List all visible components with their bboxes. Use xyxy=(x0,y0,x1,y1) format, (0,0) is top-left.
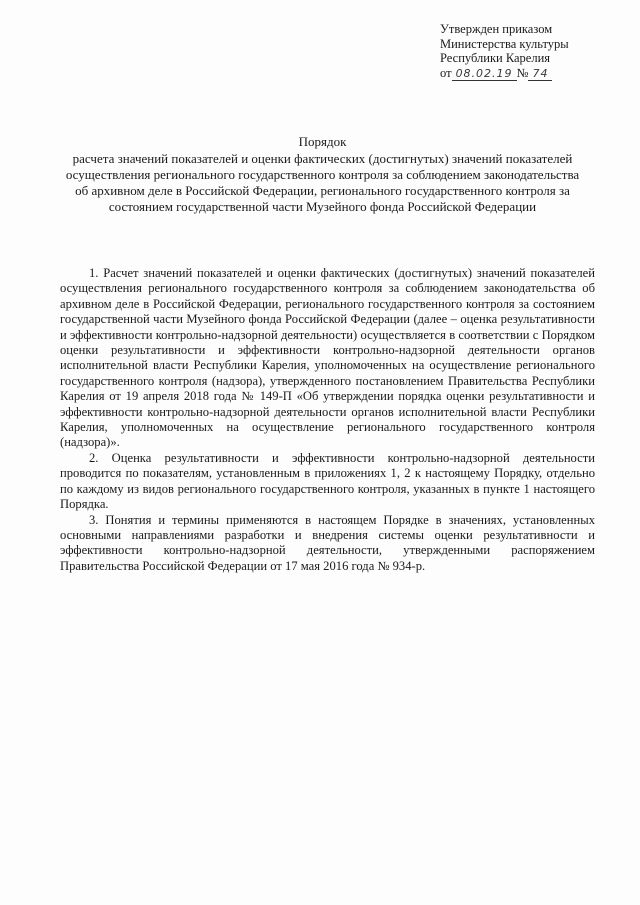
approval-date-prefix: от xyxy=(440,65,452,80)
document-body xyxy=(60,266,595,574)
title-subtitle: расчета значений показателей и оценки фактических (достигнутых) значений показателей осуществления регионального государственного контроля за соблюдением законодательства об архивном деле в Российской Федерации, регионального государственного контроля за состоянием государственной части Музейного фонда Российской Федерации xyxy=(65,151,580,214)
document-title xyxy=(60,134,585,215)
handwritten-date: 08.02.19 xyxy=(452,67,517,81)
approval-number-label: № xyxy=(516,65,529,80)
paragraph-1: 1. Расчет значений показателей и оценки фактических (достигнутых) значений показателей осуществления регионального государственного контроля за соблюдением законодательства об архивном деле в Российской Федерации, регионального государственного контроля за состоянием государственной части Музейного фонда Российской Федерации (далее – оценка результативности и эффективности контрольно-надзорной деятельности) осуществляется в соответствии с Порядком оценки результативности и эффективности контрольно-надзорной деятельности органов исполнительной власти Республики Карелия, уполномоченных на осуществление регионального государственного контроля (надзора), утвержденного постановлением Правительства Республики Карелия от 19 апреля 2018 года № 149-П «Об утверждении порядка оценки результативности и эффективности контрольно-надзорной деятельности органов исполнительной власти Республики Карелия, уполномоченных на осуществление регионального государственного контроля (надзора)». xyxy=(60,266,595,450)
approval-stamp xyxy=(440,22,630,81)
title-heading: Порядок xyxy=(298,134,347,149)
approval-line-3: Республики Карелия xyxy=(440,51,551,65)
approval-date-line xyxy=(440,66,630,82)
approval-line-1: Утвержден приказом xyxy=(440,22,553,36)
approval-line-2: Министерства культуры xyxy=(440,36,569,51)
paragraph-3: 3. Понятия и термины применяются в настоящем Порядке в значениях, установленных основными направлениями разработки и внедрения системы оценки результативности и эффективности контрольно-надзорной деятельности, утвержденными распоряжением Правительства Российской Федерации от 17 мая 2016 года № 934-р. xyxy=(60,512,595,573)
paragraph-2: 2. Оценка результативности и эффективности контрольно-надзорной деятельности проводится по показателям, установленным в приложениях 1, 2 к настоящему Порядку, отдельно по каждому из видов регионального государственного контроля, указанных в пункте 1 настоящего Порядка. xyxy=(60,450,595,512)
handwritten-number: 74 xyxy=(528,67,552,81)
